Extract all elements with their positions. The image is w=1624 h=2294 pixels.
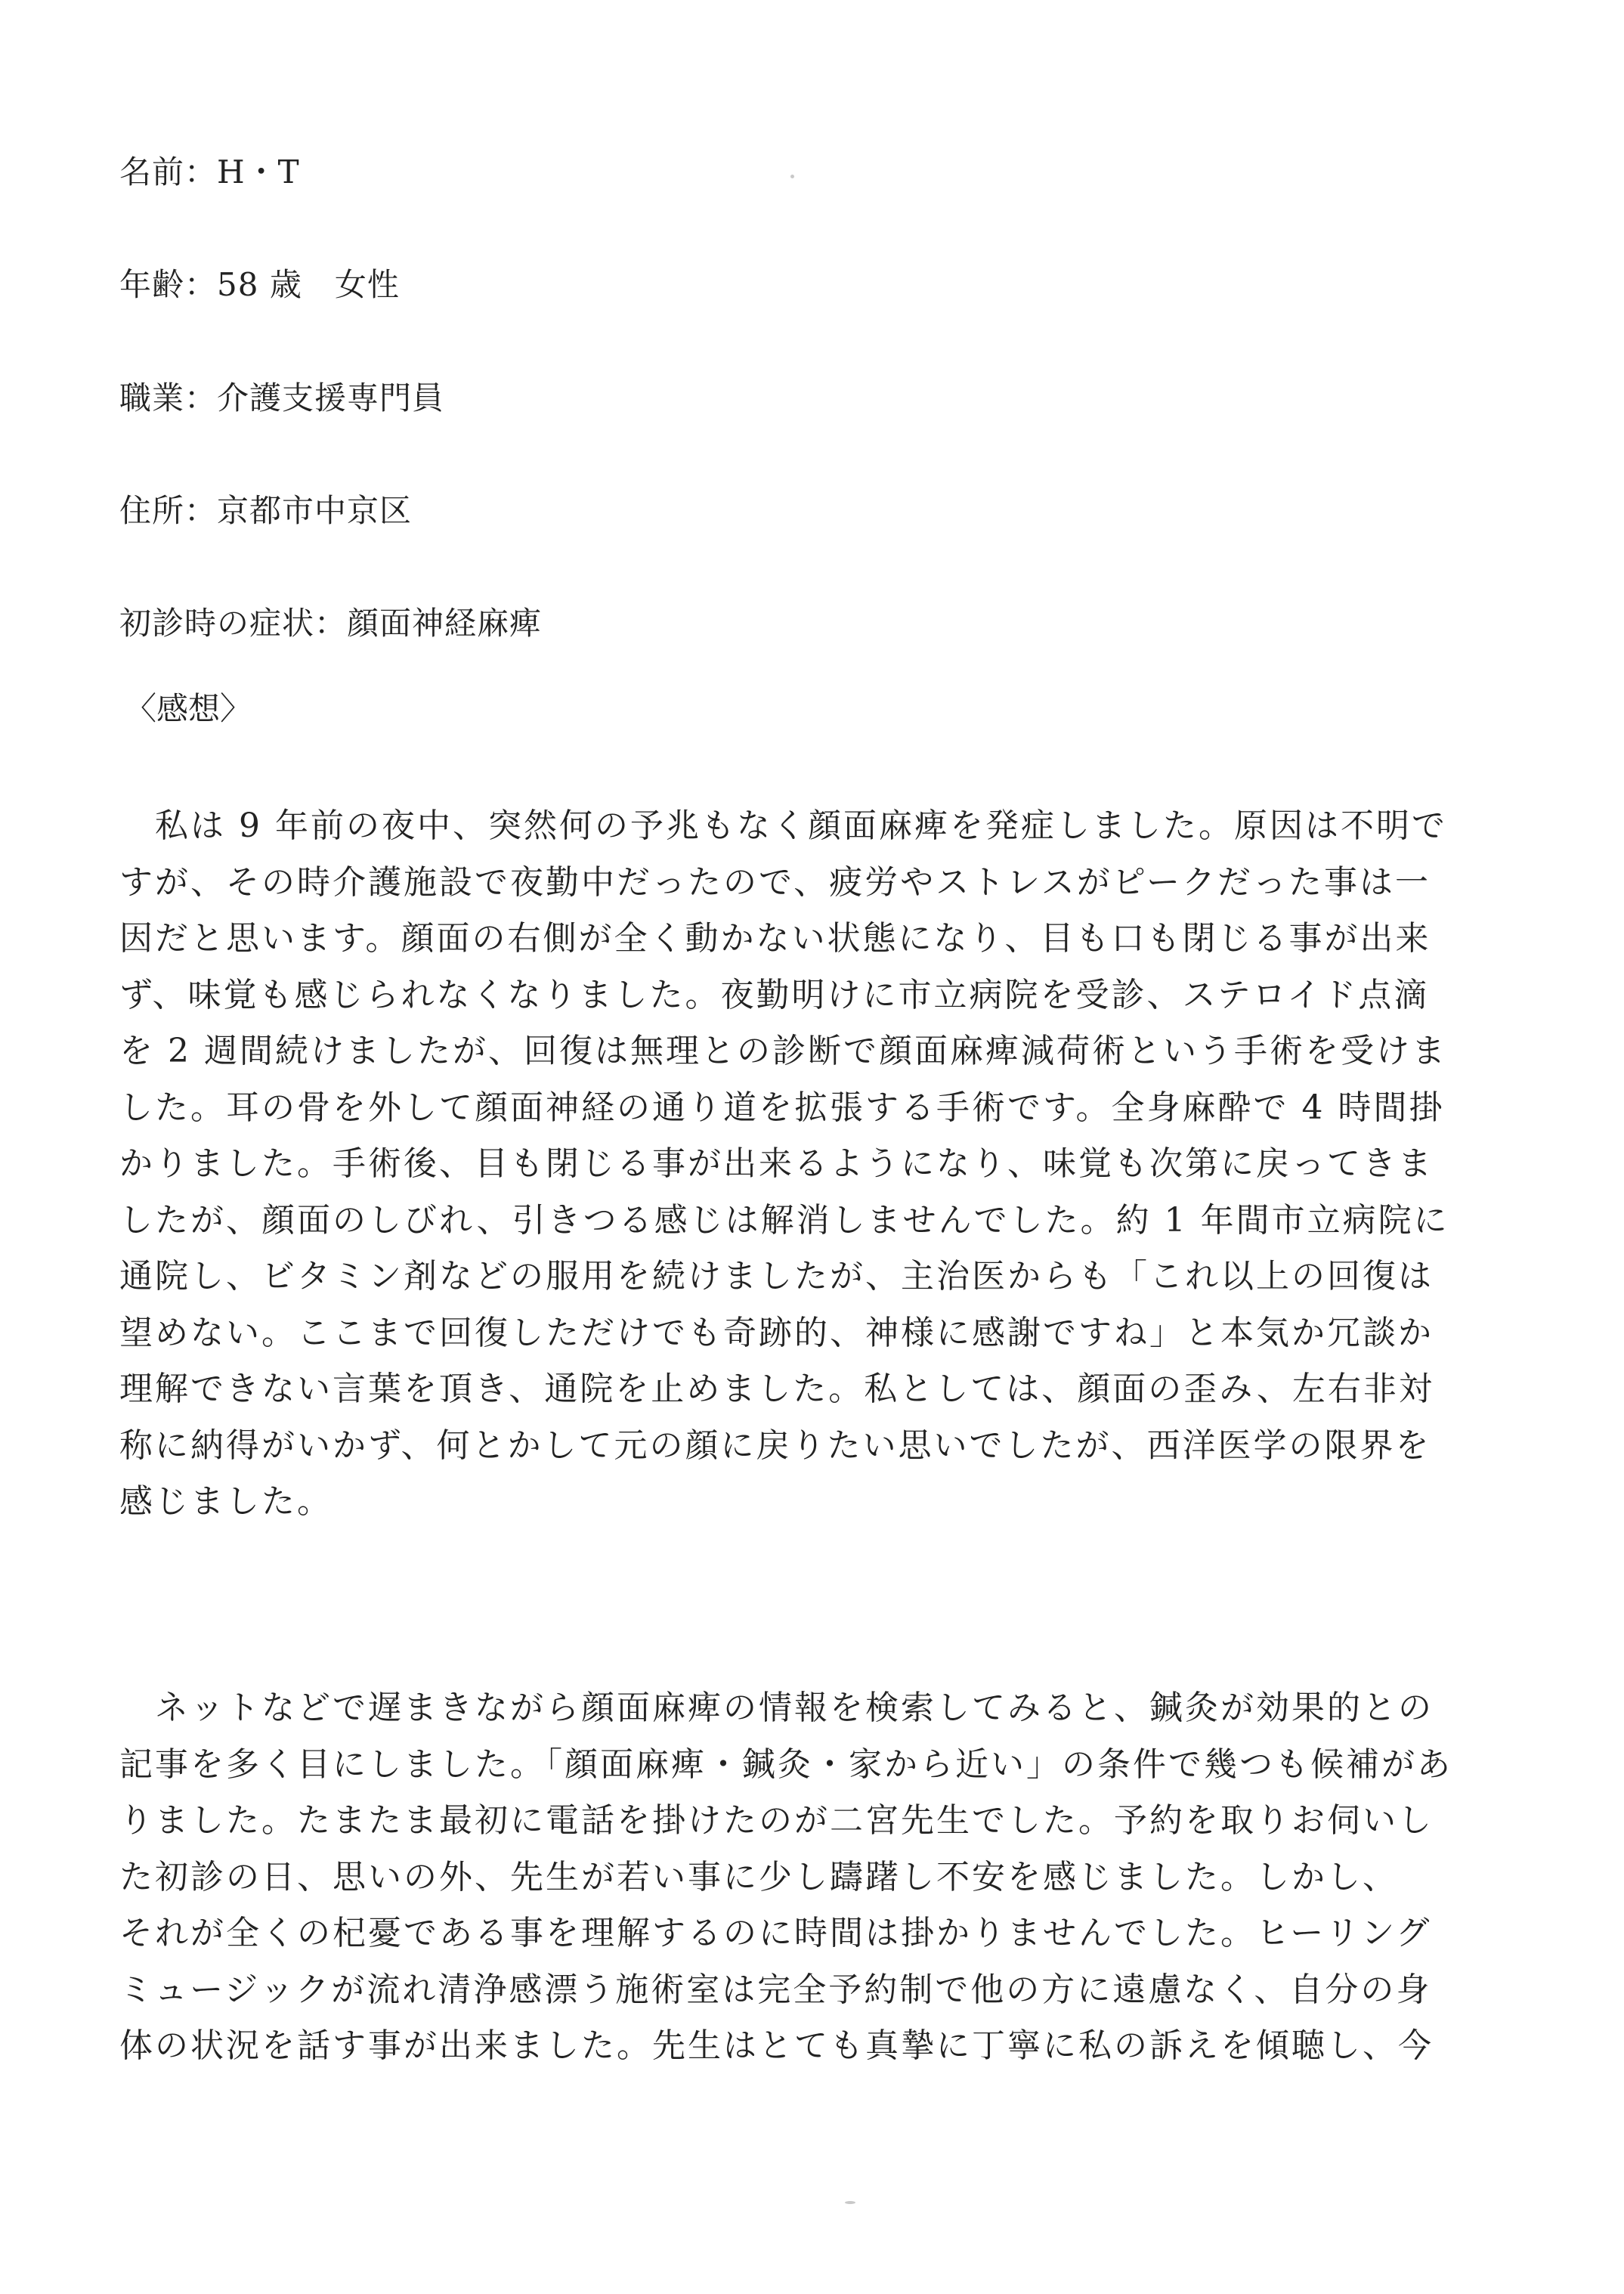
paragraph-1-line: 感じました。 bbox=[119, 1482, 333, 1521]
paragraph-1-line: 理解できない言葉を頂き、通院を止めました。私としては、顔面の歪み、左右非対 bbox=[119, 1370, 1434, 1408]
paragraph-1-line: したが、顔面のしびれ、引きつる感じは解消しませんでした。約 1 年間市立病院に bbox=[119, 1200, 1449, 1240]
paragraph-1-line: を 2 週間続けましたが、回復は無理との診断で顔面麻痺減荷術という手術を受けま bbox=[119, 1032, 1447, 1070]
field-age-value: 58 歳 女性 bbox=[217, 266, 400, 303]
field-initial-symptom-value: 顔面神経麻痺 bbox=[347, 605, 543, 642]
field-address-label: 住所 bbox=[119, 492, 185, 529]
paragraph-1-line: 因だと思います。顔面の右側が全く動かない状態になり、目も口も閉じる事が出来 bbox=[119, 919, 1431, 958]
paragraph-2-line: ネットなどで遅まきながら顔面麻痺の情報を検索してみると、鍼灸が効果的との bbox=[119, 1689, 1434, 1727]
field-address bbox=[119, 488, 412, 534]
field-initial-symptom-separator: ： bbox=[314, 605, 348, 642]
field-name bbox=[119, 150, 300, 195]
paragraph-1-line: 通院し、ビタミン剤などの服用を続けましたが、主治医からも「これ以上の回復は bbox=[119, 1257, 1434, 1296]
scan-speck bbox=[790, 175, 794, 178]
paragraph-1-line: ず、味覚も感じられなくなりました。夜勤明けに市立病院を受診、ステロイド点滴 bbox=[119, 975, 1430, 1014]
scan-speck bbox=[845, 2201, 855, 2204]
field-occupation bbox=[119, 376, 444, 421]
paragraph-2-line: た初診の日、思いの外、先生が若い事に少し躊躇し不安を感じました。しかし、 bbox=[119, 1857, 1398, 1896]
field-name-separator: ： bbox=[184, 153, 218, 190]
paragraph-2 bbox=[119, 1680, 1525, 2075]
field-age bbox=[119, 262, 400, 308]
paragraph-1 bbox=[119, 798, 1525, 1531]
field-age-separator: ： bbox=[184, 266, 218, 303]
field-initial-symptom bbox=[119, 601, 542, 646]
paragraph-1-line: 望めない。ここまで回復しただけでも奇跡的、神様に感謝ですね」と本気か冗談か bbox=[119, 1313, 1434, 1352]
paragraph-1-line: かりました。手術後、目も閉じる事が出来るようになり、味覚も次第に戻ってきま bbox=[119, 1144, 1434, 1183]
field-name-label: 名前 bbox=[119, 153, 185, 190]
paragraph-1-line: 称に納得がいかず、何とかして元の顔に戻りたい思いでしたが、西洋医学の限界を bbox=[119, 1426, 1431, 1465]
paragraph-1-line: 私は 9 年前の夜中、突然何の予兆もなく顔面麻痺を発症しました。原因は不明で bbox=[119, 806, 1447, 845]
field-address-value: 京都市中京区 bbox=[217, 492, 413, 529]
field-occupation-label: 職業 bbox=[119, 379, 185, 416]
paragraph-2-line: 記事を多く目にしました。「顔面麻痺・鍼灸・家から近い」の条件で幾つも候補があ bbox=[119, 1744, 1452, 1784]
impressions-heading: 〈感想〉 bbox=[125, 690, 252, 727]
paragraph-2-line: 体の状況を話す事が出来ました。先生はとても真摯に丁寧に私の訴えを傾聴し、今 bbox=[119, 2026, 1434, 2065]
paragraph-2-line: ミュージックが流れ清浄感漂う施術室は完全予約制で他の方に遠慮なく、自分の身 bbox=[119, 1970, 1432, 2009]
field-occupation-value: 介護支援専門員 bbox=[217, 379, 445, 416]
paragraph-2-line: それが全くの杞憂である事を理解するのに時間は掛かりませんでした。ヒーリング bbox=[119, 1914, 1432, 1952]
field-initial-symptom-label: 初診時の症状 bbox=[119, 605, 315, 642]
field-name-value: H・T bbox=[217, 153, 300, 190]
paragraph-1-line: した。耳の骨を外して顔面神経の通り道を拡張する手術です。全身麻酔で 4 時間掛 bbox=[119, 1088, 1445, 1127]
field-address-separator: ： bbox=[184, 492, 218, 529]
field-age-label: 年齢 bbox=[119, 266, 185, 303]
field-occupation-separator: ： bbox=[184, 379, 218, 416]
paragraph-1-line: すが、その時介護施設で夜勤中だったので、疲労やストレスがピークだった事は一 bbox=[119, 862, 1431, 902]
paragraph-2-line: りました。たまたま最初に電話を掛けたのが二宮先生でした。予約を取りお伺いし bbox=[119, 1801, 1434, 1840]
